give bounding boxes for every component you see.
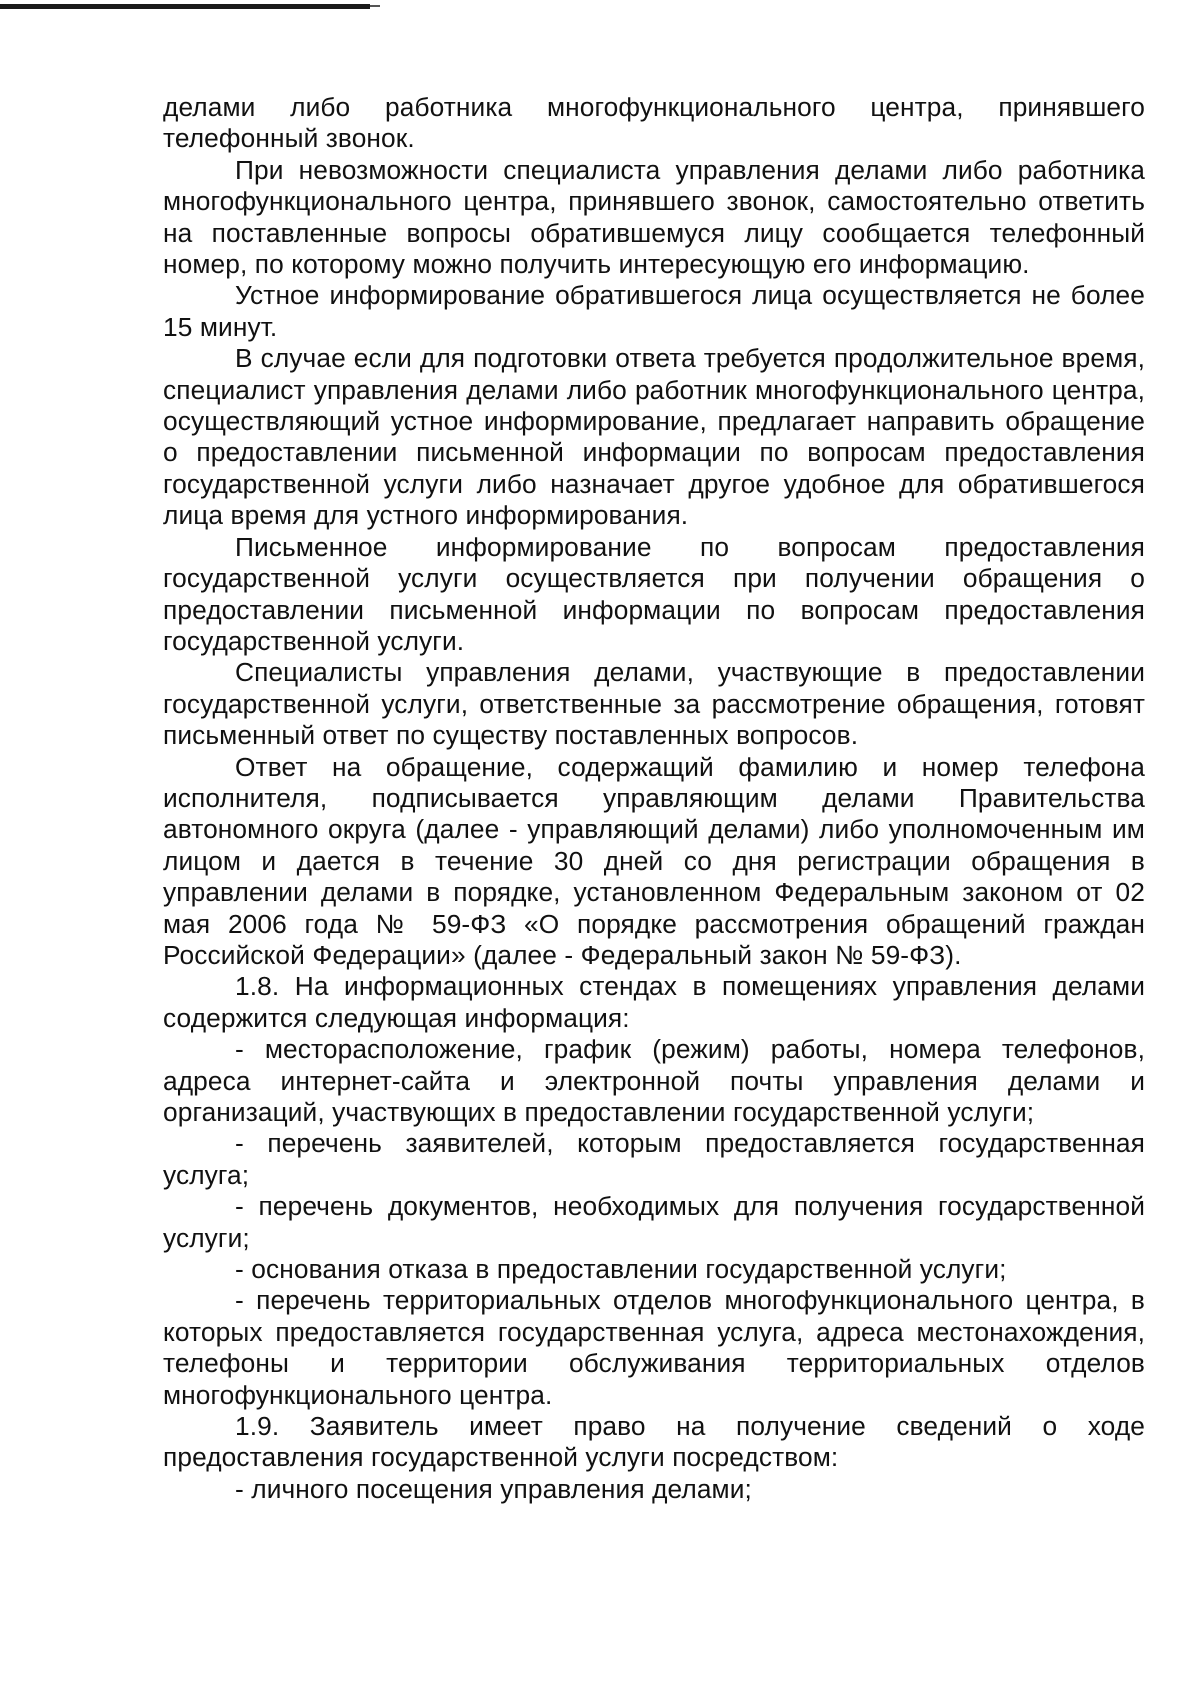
section-1-9-heading: 1.9. Заявитель имеет право на получение сведений о ходе предоставления государственной услуги посредством: [163,1411,1145,1473]
document-body [163,92,1145,1505]
paragraph-response: Ответ на обращение, содержащий фамилию и номер телефона исполнителя, подписывается управляющим делами Правительства автономного округа (далее - управляющий делами) либо уполномоченным им лицом и дается в течение 30 дней со дня регистрации обращения в управлении делами в порядке, установленном Федеральным законом от 02 мая 2006 года № 59-ФЗ «О порядке рассмотрения обращений граждан Российской Федерации» (далее - Федеральный закон № 59-ФЗ). [163,751,1145,970]
list-item-applicants: - перечень заявителей, которым предоставляется государственная услуга; [163,1128,1145,1190]
list-item-location: - месторасположение, график (режим) работы, номера телефонов, адреса интернет-сайта и электронной почты управления делами и организаций, участвующих в предоставлении государственной услуги; [163,1034,1145,1127]
paragraph-continuation: делами либо работника многофункционального центра, принявшего телефонный звонок. [163,92,1145,154]
paragraph-extended-time: В случае если для подготовки ответа требуется продолжительное время, специалист управления делами либо работник многофункционального центра, осуществляющий устное информирование, предлагает направить обращение о предоставлении письменной информации по вопросам предоставления государственной услуги либо назначает другое удобное для обратившегося лица время для устного информирования. [163,343,1145,531]
list-item-refusal: - основания отказа в предоставлении государственной услуги; [235,1254,1007,1285]
section-1-8-heading: 1.8. На информационных стендах в помещениях управления делами содержится следующая информация: [163,971,1145,1033]
scan-edge-mark [0,4,370,9]
list-item-personal-visit: - личного посещения управления делами; [235,1473,752,1504]
paragraph-oral-duration: Устное информирование обратившегося лица осуществляется не более 15 минут. [163,280,1145,342]
list-item-departments: - перечень территориальных отделов многофункционального центра, в которых предоставляется государственная услуга, адреса местонахождения, телефоны и территории обслуживания территориальных отделов многофункционального центра. [163,1285,1145,1410]
paragraph-written-info: Письменное информирование по вопросам предоставления государственной услуги осуществляется при получении обращения о предоставлении письменной информации по вопросам предоставления государственной услуги. [163,531,1145,656]
paragraph-phone-redirect: При невозможности специалиста управления делами либо работника многофункционального центра, принявшего звонок, самостоятельно ответить на поставленные вопросы обратившемуся лицу сообщается телефонный номер, по которому можно получить интересующую его информацию. [163,154,1145,280]
list-item-documents: - перечень документов, необходимых для получения государственной услуги; [163,1191,1145,1253]
paragraph-specialists: Специалисты управления делами, участвующие в предоставлении государственной услуги, ответственные за рассмотрение обращения, готовят письменный ответ по существу поставленных вопросов. [163,657,1145,751]
scan-edge-mark-tail [370,5,380,7]
